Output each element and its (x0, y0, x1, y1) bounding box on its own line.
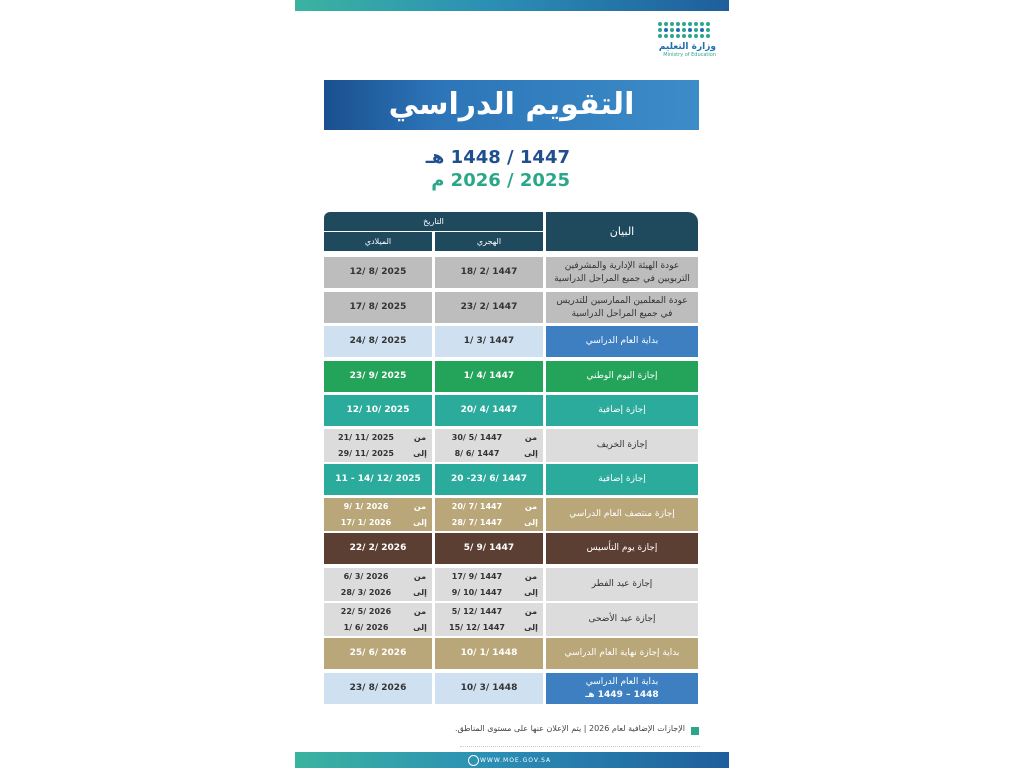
gregorian-to-value: 28/ 3/ 2026 (340, 588, 392, 598)
row-label-text: إجازة إضافية (598, 474, 646, 485)
row-label-text: إجازة اليوم الوطني (586, 371, 658, 382)
row-label-text: إجازة يوم التأسيس (586, 543, 658, 554)
logo-dots-icon (656, 22, 710, 38)
from-word: من (413, 606, 427, 616)
gregorian-date-cell: 12/ 8/ 2025 (324, 257, 432, 288)
gregorian-range-cell (324, 429, 432, 462)
hijri-date-cell: 10/ 3/ 1448 (435, 673, 543, 704)
gregorian-date-cell: 11 - 14/ 12/ 2025 (324, 464, 432, 495)
gregorian-to-value: 29/ 11/ 2025 (338, 449, 394, 459)
hijri-from-value: 17/ 9/ 1447 (451, 571, 503, 581)
gregorian-from-value: 22/ 5/ 2026 (340, 606, 392, 616)
row-label-text: إجازة عيد الفطر (591, 579, 653, 590)
hijri-from-value: 20/ 7/ 1447 (451, 501, 503, 511)
row-label-text: عودة الهيئة الإدارية والمشرفين التربويين في جميع المراحل الدراسية (554, 261, 690, 284)
row-label (546, 464, 698, 495)
hijri-range-cell (435, 429, 543, 462)
gregorian-to-line (324, 446, 432, 463)
gregorian-from-value: 21/ 11/ 2025 (338, 432, 394, 442)
to-word: إلى (413, 518, 427, 528)
page-title: التقويم الدراسي (324, 80, 699, 130)
row-label-sub: 1448 – 1449 هـ (585, 689, 659, 700)
hijri-from-line (435, 429, 543, 446)
gregorian-date-cell: 23/ 8/ 2026 (324, 673, 432, 704)
statement-header: البيان (546, 212, 698, 251)
to-word: إلى (413, 449, 427, 459)
gregorian-range-cell (324, 568, 432, 601)
gregorian-from-line (324, 603, 432, 620)
from-word: من (413, 571, 427, 581)
from-word: من (524, 432, 538, 442)
hijri-to-value: 15/ 12/ 1447 (449, 623, 505, 633)
gregorian-date-cell: 22/ 2/ 2026 (324, 533, 432, 564)
gregorian-range-cell (324, 603, 432, 636)
gregorian-to-line (324, 585, 432, 602)
gregorian-header: الميلادي (324, 232, 432, 251)
hijri-from-line (435, 498, 543, 515)
logo-arabic-text: وزارة التعليم (658, 42, 716, 52)
gregorian-from-value: 9/ 1/ 2026 (343, 501, 389, 511)
ministry-logo (656, 22, 716, 66)
from-word: من (524, 606, 538, 616)
top-accent-bar (295, 0, 729, 11)
to-word: إلى (413, 623, 427, 633)
hijri-to-value: 9/ 10/ 1447 (451, 588, 503, 598)
hijri-range-cell (435, 568, 543, 601)
hijri-date-cell: 23/ 2/ 1447 (435, 292, 543, 323)
to-word: إلى (524, 449, 538, 459)
to-word: إلى (413, 588, 427, 598)
hijri-to-line (435, 446, 543, 463)
row-label-text: إجازة الخريف (596, 440, 648, 451)
gregorian-date-cell: 25/ 6/ 2026 (324, 638, 432, 669)
legend-note: الإجازات الإضافية لعام 2026 | يتم الإعلان عنها على مستوى المناطق. (454, 724, 685, 733)
row-label-text: بداية العام الدراسي (585, 677, 659, 688)
row-label (546, 673, 698, 704)
gregorian-from-line (324, 568, 432, 585)
row-label (546, 395, 698, 426)
row-label-text: إجازة عيد الأضحى (588, 614, 656, 625)
footer-divider (460, 746, 700, 747)
row-label-text: بداية العام الدراسي (585, 336, 659, 347)
row-label (546, 498, 698, 531)
hijri-years: 1447 / 1448 هـ (425, 147, 570, 168)
hijri-to-line (435, 620, 543, 637)
gregorian-date-cell: 24/ 8/ 2025 (324, 326, 432, 357)
gregorian-from-line (324, 498, 432, 515)
hijri-from-line (435, 603, 543, 620)
date-group-header: التاريخ (324, 212, 543, 231)
hijri-date-cell: 18/ 2/ 1447 (435, 257, 543, 288)
row-label (546, 292, 698, 323)
hijri-from-line (435, 568, 543, 585)
gregorian-from-value: 6/ 3/ 2026 (343, 571, 389, 581)
to-word: إلى (524, 623, 538, 633)
row-label-text: إجازة منتصف العام الدراسي (569, 509, 675, 520)
hijri-date-cell: 5/ 9/ 1447 (435, 533, 543, 564)
hijri-date-cell: 1/ 3/ 1447 (435, 326, 543, 357)
to-word: إلى (524, 518, 538, 528)
from-word: من (413, 501, 427, 511)
from-word: من (524, 501, 538, 511)
hijri-range-cell (435, 603, 543, 636)
hijri-from-value: 5/ 12/ 1447 (451, 606, 503, 616)
row-label (546, 429, 698, 462)
legend-swatch (691, 727, 699, 735)
hijri-date-cell: 1/ 4/ 1447 (435, 361, 543, 392)
row-label-text: عودة المعلمين الممارسين للتدريس في جميع المراحل الدراسية (556, 296, 688, 319)
from-word: من (524, 571, 538, 581)
hijri-to-line (435, 585, 543, 602)
hijri-date-cell: 20 -23/ 6/ 1447 (435, 464, 543, 495)
row-label (546, 326, 698, 357)
gregorian-to-line (324, 620, 432, 637)
from-word: من (413, 432, 427, 442)
hijri-to-line (435, 515, 543, 532)
gregorian-to-line (324, 515, 432, 532)
gregorian-from-line (324, 429, 432, 446)
logo-english-text: Ministry of Education (663, 52, 716, 58)
row-label (546, 603, 698, 636)
row-label (546, 361, 698, 392)
hijri-to-value: 8/ 6/ 1447 (454, 449, 500, 459)
gregorian-date-cell: 12/ 10/ 2025 (324, 395, 432, 426)
gregorian-range-cell (324, 498, 432, 531)
row-label-text: إجازة إضافية (598, 405, 646, 416)
gregorian-years: 2025 / 2026 م (431, 170, 570, 191)
row-label-text: بداية إجازة نهاية العام الدراسي (564, 648, 680, 659)
hijri-from-value: 30/ 5/ 1447 (451, 432, 503, 442)
hijri-to-value: 28/ 7/ 1447 (451, 518, 503, 528)
gregorian-to-value: 17/ 1/ 2026 (340, 518, 392, 528)
row-label (546, 533, 698, 564)
ministry-seal-icon (468, 755, 479, 766)
gregorian-date-cell: 17/ 8/ 2025 (324, 292, 432, 323)
to-word: إلى (524, 588, 538, 598)
gregorian-to-value: 1/ 6/ 2026 (343, 623, 389, 633)
hijri-date-cell: 20/ 4/ 1447 (435, 395, 543, 426)
hijri-header: الهجري (435, 232, 543, 251)
row-label (546, 638, 698, 669)
hijri-range-cell (435, 498, 543, 531)
gregorian-date-cell: 23/ 9/ 2025 (324, 361, 432, 392)
row-label (546, 257, 698, 288)
hijri-date-cell: 10/ 1/ 1448 (435, 638, 543, 669)
row-label (546, 568, 698, 601)
footer-url: WWW.MOE.GOV.SA (480, 757, 552, 764)
